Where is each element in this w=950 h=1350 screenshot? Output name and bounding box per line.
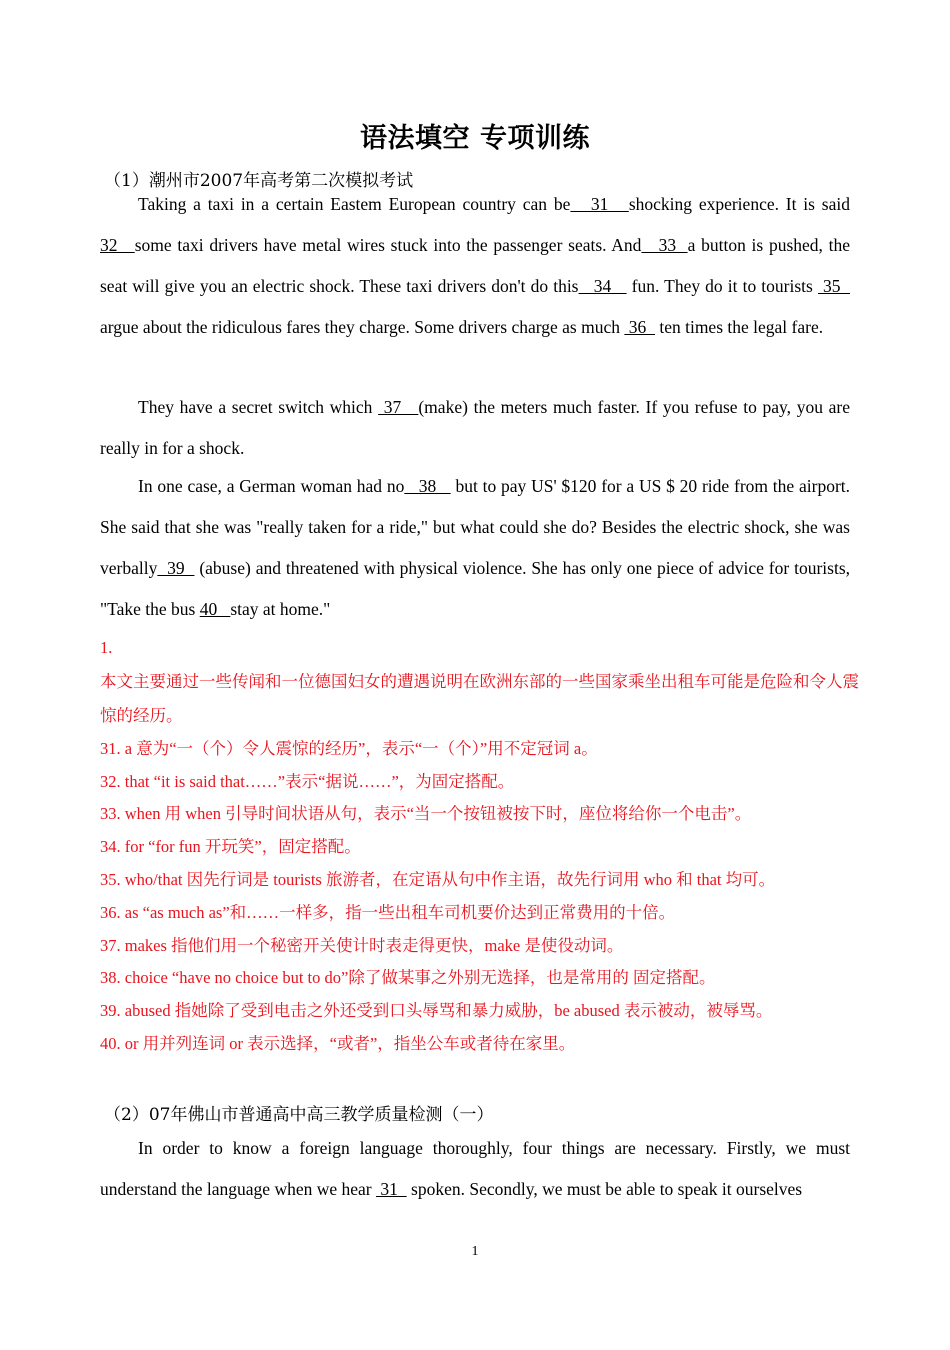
blank-35: 35	[817, 276, 850, 296]
text: but to pay US' $120 for a US $ 20 ride from the airport. She said that she was "really taken for a ride," but what could she do? Besides the electric shock, she was verbally	[100, 476, 851, 578]
text: fun. They do it to tourists	[626, 276, 818, 296]
answer-item-35: 35. who/that 因先行词是 tourists 旅游者，在定语从句中作主语，故先行词用 who 和 that 均可。	[100, 869, 776, 889]
answer-item-34: 34. for “for fun 开玩笑”，固定搭配。	[100, 837, 361, 857]
page-number: 1	[471, 1244, 479, 1259]
answer-item-32: 32. that “it is said that……”表示“据说……”，为固定搭配。	[100, 771, 515, 791]
text: ten times the legal fare.	[654, 317, 824, 337]
blank-37: 37	[378, 397, 419, 417]
answer-item-36: 36. as “as much as”和……一样多，指一些出租车司机要价达到正常费用的十倍。	[100, 902, 676, 922]
text: (make) the meters much faster. If you refuse to pay, you are really in for a shock.	[100, 397, 850, 458]
text: spoken. Secondly, we must be able to speak it ourselves	[406, 1179, 803, 1199]
section-1-heading: （1）潮州市2007年高考第二次模拟考试	[104, 171, 414, 191]
text: a button is pushed, the seat will give you an electric shock. These taxi drivers don't do this	[100, 235, 851, 296]
section-1-paragraph-2	[100, 387, 850, 469]
blank-33: 33	[641, 235, 688, 255]
answer-item-38: 38. choice “have no choice but to do”除了做某事之外别无选择，也是常用的 固定搭配。	[100, 968, 716, 988]
blank-40: 40	[199, 599, 231, 619]
answer-item-33: 33. when 用 when 引导时间状语从句，表示“当一个按钮被按下时，座位将给你一个电击”。	[100, 804, 752, 824]
blank-31: 31	[570, 194, 629, 214]
section-1-paragraph-3	[100, 466, 850, 630]
text: some taxi drivers have metal wires stuck into the passenger seats. And	[134, 235, 642, 255]
text: shocking experience. It is said	[628, 194, 850, 214]
answer-item-40: 40. or 用并列连词 or 表示选择，“或者”，指坐公车或者待在家里。	[100, 1033, 576, 1053]
text: They have a secret switch which	[138, 397, 379, 417]
section-2-heading: （2）07年佛山市普通高中高三教学质量检测（一）	[104, 1105, 494, 1125]
blank-39: 39	[157, 558, 195, 578]
answer-intro: 本文主要通过一些传闻和一位德国妇女的遭遇说明在欧洲东部的一些国家乘坐出租车可能是危险和令人震惊的经历。	[100, 671, 859, 725]
blank-32: 32	[100, 235, 135, 255]
answer-item-31: 31. a 意为“一（个）令人震惊的经历”，表示“一（个）”用不定冠词 a。	[100, 738, 598, 758]
page-title: 语法填空 专项训练	[360, 123, 590, 154]
section-2-paragraph-1	[100, 1128, 850, 1210]
text: argue about the ridiculous fares they charge. Some drivers charge as much	[100, 317, 625, 337]
text: Taking a taxi in a certain Eastem European country can be	[138, 194, 571, 214]
answer-key	[100, 632, 860, 1061]
answer-item-39: 39. abused 指她除了受到电击之外还受到口头辱骂和暴力威胁，be abused 表示被动，被辱骂。	[100, 1001, 773, 1021]
text: In one case, a German woman had no	[138, 476, 405, 496]
text: (abuse) and threatened with physical violence. She has only one piece of advice for tourists, "Take the bus	[100, 558, 851, 619]
text: stay at home."	[230, 599, 331, 619]
blank-34: 34	[578, 276, 627, 296]
answer-item-37: 37. makes 指他们用一个秘密开关使计时表走得更快，make 是使役动词。	[100, 935, 624, 955]
answer-number: 1.	[100, 638, 113, 657]
text: In order to know a foreign language thoroughly, four things are necessary. Firstly, we must understand the language when we hear	[100, 1138, 850, 1199]
blank-31: 31	[376, 1179, 407, 1199]
blank-38: 38	[404, 476, 451, 496]
blank-36: 36	[624, 317, 655, 337]
section-1-paragraph-1	[100, 184, 850, 348]
